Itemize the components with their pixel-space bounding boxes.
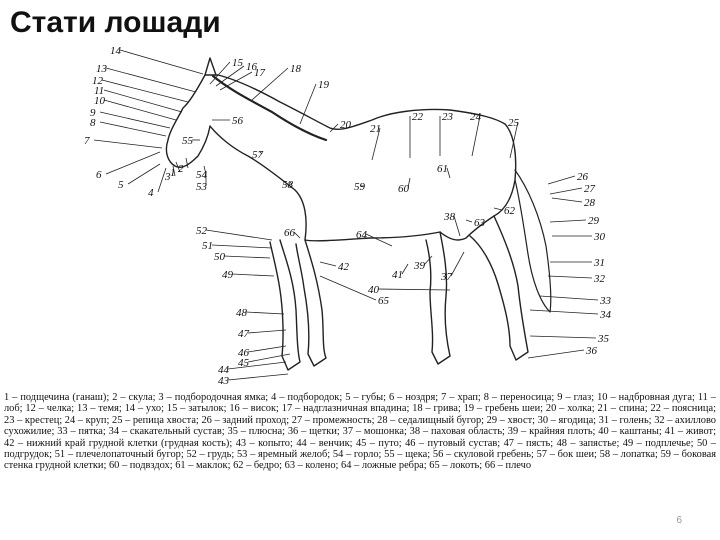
part-label: 12 (92, 75, 103, 87)
horse-front-right-leg (296, 240, 326, 366)
part-label: 37 (441, 271, 452, 283)
part-label: 2 (178, 163, 184, 175)
leader-line (246, 312, 284, 314)
leader-line (106, 68, 196, 92)
part-label: 31 (594, 257, 605, 269)
leader-line (228, 374, 288, 380)
part-label: 46 (238, 347, 249, 359)
leader-line (366, 234, 392, 246)
part-label: 5 (118, 179, 124, 191)
leader-line (540, 296, 598, 300)
horse-outline (166, 58, 550, 370)
part-label: 1 (170, 167, 176, 179)
leader-line (224, 256, 270, 258)
part-label: 63 (474, 217, 485, 229)
part-label: 8 (90, 117, 96, 129)
part-label: 40 (368, 284, 379, 296)
part-label: 3 (165, 171, 171, 183)
part-label: 48 (236, 307, 247, 319)
part-label: 16 (246, 61, 257, 73)
part-label: 35 (598, 333, 609, 345)
leader-line (548, 176, 575, 184)
leader-line (552, 198, 582, 202)
horse-front-left-leg (270, 240, 300, 370)
part-label: 19 (318, 79, 329, 91)
part-label: 50 (214, 251, 225, 263)
leader-line (228, 362, 286, 369)
part-label: 32 (594, 273, 605, 285)
part-label: 59 (354, 181, 365, 193)
part-label: 30 (594, 231, 605, 243)
leader-line (550, 188, 582, 194)
part-label: 11 (94, 85, 105, 97)
part-label: 15 (232, 57, 243, 69)
part-label: 62 (504, 205, 515, 217)
part-label: 57 (252, 149, 263, 161)
part-label: 26 (577, 171, 588, 183)
leader-line (300, 84, 316, 124)
horse-ear (205, 58, 216, 75)
part-label: 13 (96, 63, 107, 75)
part-label: 29 (588, 215, 599, 227)
leader-line (494, 208, 502, 210)
slide-title: Стати лошади (10, 6, 221, 39)
leader-line (530, 336, 596, 338)
part-label: 64 (356, 229, 367, 241)
legend-text: 1 – подщечина (ганаш); 2 – скула; 3 – подбородочная ямка; 4 – подбородок; 5 – губы; 6 – ноздря; 7 – храп; 8 – переносица; 9 – глаз; 10 – надбровная дуга; 11 – лоб; 12 – челка; 13 – темя; 14 – ухо; 15 – затылок; 16 – висок; 17 – надглазничная впадина; 18 – грива; 19 – гребень шеи; 20 – холка; 21 – спина; 22 – поясница; 23 – крестец; 24 – круп; 25 – репица хвоста; 26 – задний проход; 27 – промежность; 28 – седалищный бугор; 29 – хвост; 30 – ягодица; 31 – голень; 32 – ахиллово сухожилие; 33 – пятка; 34 – скакательный сустав; 35 – плюсна; 36 – щетки; 37 – мошонка; 38 – паховая область; 39 – крайняя плоть; 40 – каштаны; 41 – живот; 42 – нижний край грудной клетки (грудная кость); 43 – копыто; 44 – венчик; 45 – путо; 46 – путовый сустав; 47 – пясть; 48 – запястье; 49 – подплечье; 50 – подгрудок; 51 – плечелопаточный бугор; 52 – грудь; 53 – яремный желоб; 54 – горло; 55 – щека; 56 – скуловой гребень; 57 – бок шеи; 58 – лопатка; 59 – боковая стенка грудной клетки; 60 – подвздох; 61 – маклок; 62 – бедро; 63 – колено; 64 – ложные ребра; 65 – локоть; 66 – плечо (4, 392, 716, 472)
part-label: 38 (444, 211, 455, 223)
leader-line (220, 72, 252, 90)
horse-diagram (0, 40, 720, 390)
part-label: 34 (600, 309, 611, 321)
leader-line (466, 220, 472, 222)
leader-line (206, 230, 272, 240)
leader-line (248, 346, 286, 352)
part-label: 9 (90, 107, 96, 119)
part-label: 43 (218, 375, 229, 387)
leader-line (100, 122, 166, 136)
part-label: 47 (238, 328, 249, 340)
horse-hind-right-leg (470, 216, 528, 360)
part-label: 14 (110, 45, 121, 57)
part-label: 53 (196, 181, 207, 193)
part-label: 55 (182, 135, 193, 147)
horse-hind-left-leg (426, 232, 450, 364)
part-label: 56 (232, 115, 243, 127)
part-label: 23 (442, 111, 453, 123)
horse-tail (515, 170, 551, 312)
part-label: 21 (370, 123, 381, 135)
leader-line (104, 100, 176, 120)
leader-line (528, 350, 584, 358)
part-label: 41 (392, 269, 403, 281)
leader-line (548, 276, 592, 278)
part-label: 42 (338, 261, 349, 273)
part-label: 25 (508, 117, 519, 129)
leader-line (248, 330, 286, 333)
leader-line (128, 164, 160, 184)
page-number: 6 (676, 515, 682, 526)
leader-line (104, 90, 182, 112)
part-label: 10 (94, 95, 105, 107)
leader-line (106, 152, 160, 174)
leader-line (120, 50, 203, 74)
leader-line (232, 274, 274, 276)
leader-line (102, 80, 188, 102)
part-label: 52 (196, 225, 207, 237)
part-label: 33 (600, 295, 611, 307)
leader-line (451, 252, 464, 276)
part-label: 58 (282, 179, 293, 191)
part-label: 28 (584, 197, 595, 209)
part-label: 27 (584, 183, 595, 195)
leader-line (100, 112, 170, 128)
part-label: 54 (196, 169, 207, 181)
leader-line (550, 220, 586, 222)
part-label: 36 (586, 345, 597, 357)
part-label: 49 (222, 269, 233, 281)
horse-mane (213, 76, 326, 140)
leader-line (320, 262, 336, 266)
part-label: 24 (470, 111, 481, 123)
leader-line (94, 140, 162, 148)
part-label: 51 (202, 240, 213, 252)
part-label: 18 (290, 63, 301, 75)
leader-line (378, 289, 450, 290)
part-label: 60 (398, 183, 409, 195)
part-label: 66 (284, 227, 295, 239)
leader-line (530, 310, 598, 314)
part-label: 22 (412, 111, 423, 123)
horse-head-neck-body (166, 75, 515, 241)
leader-line (212, 245, 272, 248)
part-label: 61 (437, 163, 448, 175)
part-label: 17 (254, 67, 265, 79)
part-label: 20 (340, 119, 351, 131)
leader-line (186, 158, 188, 168)
part-label: 45 (238, 357, 249, 369)
part-label: 6 (96, 169, 102, 181)
part-label: 44 (218, 364, 229, 376)
part-label: 4 (148, 187, 154, 199)
part-label: 39 (414, 260, 425, 272)
part-label: 65 (378, 295, 389, 307)
part-label: 7 (84, 135, 90, 147)
